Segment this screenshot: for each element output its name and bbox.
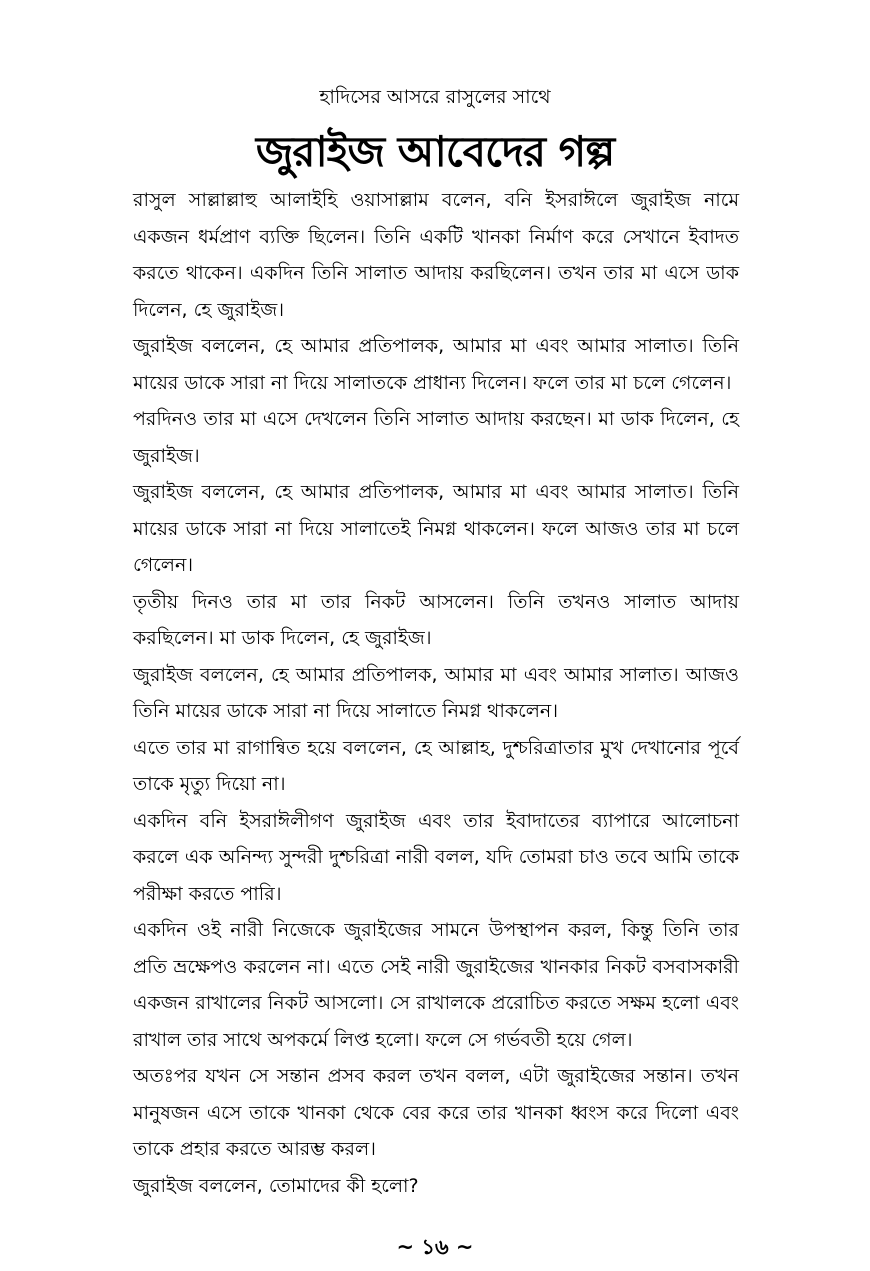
body-text <box>133 182 739 1204</box>
paragraph: একদিন ওই নারী নিজেকে জুরাইজের সামনে উপস্থাপন করল, কিন্তু তিনি তার প্রতি ভ্রক্ষেপও করলেন না। এতে সেই নারী জুরাইজের খানকার নিকট বসবাসকারী একজন রাখালের নিকট আসলো। সে রাখালকে প্ররোচিত করতে সক্ষম হলো এবং রাখাল তার সাথে অপকর্মে লিপ্ত হলো। ফলে সে গর্ভবতী হয়ে গেল। <box>133 919 739 1051</box>
paragraph: একদিন বনি ইসরাঈলীগণ জুরাইজ এবং তার ইবাদাতের ব্যাপারে আলোচনা করলে এক অনিন্দ্য সুন্দরী দুশ্চরিত্রা নারী বলল, যদি তোমরা চাও তবে আমি তাকে পরীক্ষা করতে পারি। <box>133 809 739 905</box>
paragraph: তৃতীয় দিনও তার মা তার নিকট আসলেন। তিনি তখনও সালাত আদায় করছিলেন। মা ডাক দিলেন, হে জুরাইজ। <box>133 590 739 649</box>
paragraph: এতে তার মা রাগান্বিত হয়ে বললেন, হে আল্লাহ, দুশ্চরিত্রাতার মুখ দেখানোর পূর্বে তাকে মৃত্যু দিয়ো না। <box>133 736 739 795</box>
paragraph: অতঃপর যখন সে সন্তান প্রসব করল তখন বলল, এটা জুরাইজের সন্তান। তখন মানুষজন এসে তাকে খানকা থেকে বের করে তার খানকা ধ্বংস করে দিলো এবং তাকে প্রহার করতে আরম্ভ করল। <box>133 1065 739 1160</box>
paragraph: জুরাইজ বললেন, হে আমার প্রতিপালক, আমার মা এবং আমার সালাত। আজও তিনি মায়ের ডাকে সারা না দিয়ে সালাতে নিমগ্ন থাকলেন। <box>133 663 739 722</box>
paragraph: জুরাইজ বললেন, হে আমার প্রতিপালক, আমার মা এবং আমার সালাত। তিনি মায়ের ডাকে সারা না দিয়ে সালাতকে প্রাধান্য দিলেন। ফলে তার মা চলে গেলেন। <box>133 335 739 394</box>
chapter-title: জুরাইজ আবেদের গল্প <box>255 127 615 176</box>
page-number: ~ ১৬ ~ <box>396 1235 474 1259</box>
paragraph: জুরাইজ বললেন, হে আমার প্রতিপালক, আমার মা এবং আমার সালাত। তিনি মায়ের ডাকে সারা না দিয়ে সালাতেই নিমগ্ন থাকলেন। ফলে আজও তার মা চলে গেলেন। <box>133 481 739 576</box>
paragraph: পরদিনও তার মা এসে দেখলেন তিনি সালাত আদায় করছেন। মা ডাক দিলেন, হে জুরাইজ। <box>133 408 739 467</box>
paragraph: রাসুল সাল্লাল্লাহু আলাইহি ওয়াসাল্লাম বলেন, বনি ইসরাঈলে জুরাইজ নামে একজন ধর্মপ্রাণ ব্যক্তি ছিলেন। তিনি একটি খানকা নির্মাণ করে সেখানে ইবাদত করতে থাকেন। একদিন তিনি সালাত আদায় করছিলেন। তখন তার মা এসে ডাক দিলেন, হে জুরাইজ। <box>133 189 739 321</box>
running-header: হাদিসের আসরে রাসুলের সাথে <box>319 86 551 108</box>
paragraph: জুরাইজ বললেন, তোমাদের কী হলো? <box>133 1174 419 1197</box>
